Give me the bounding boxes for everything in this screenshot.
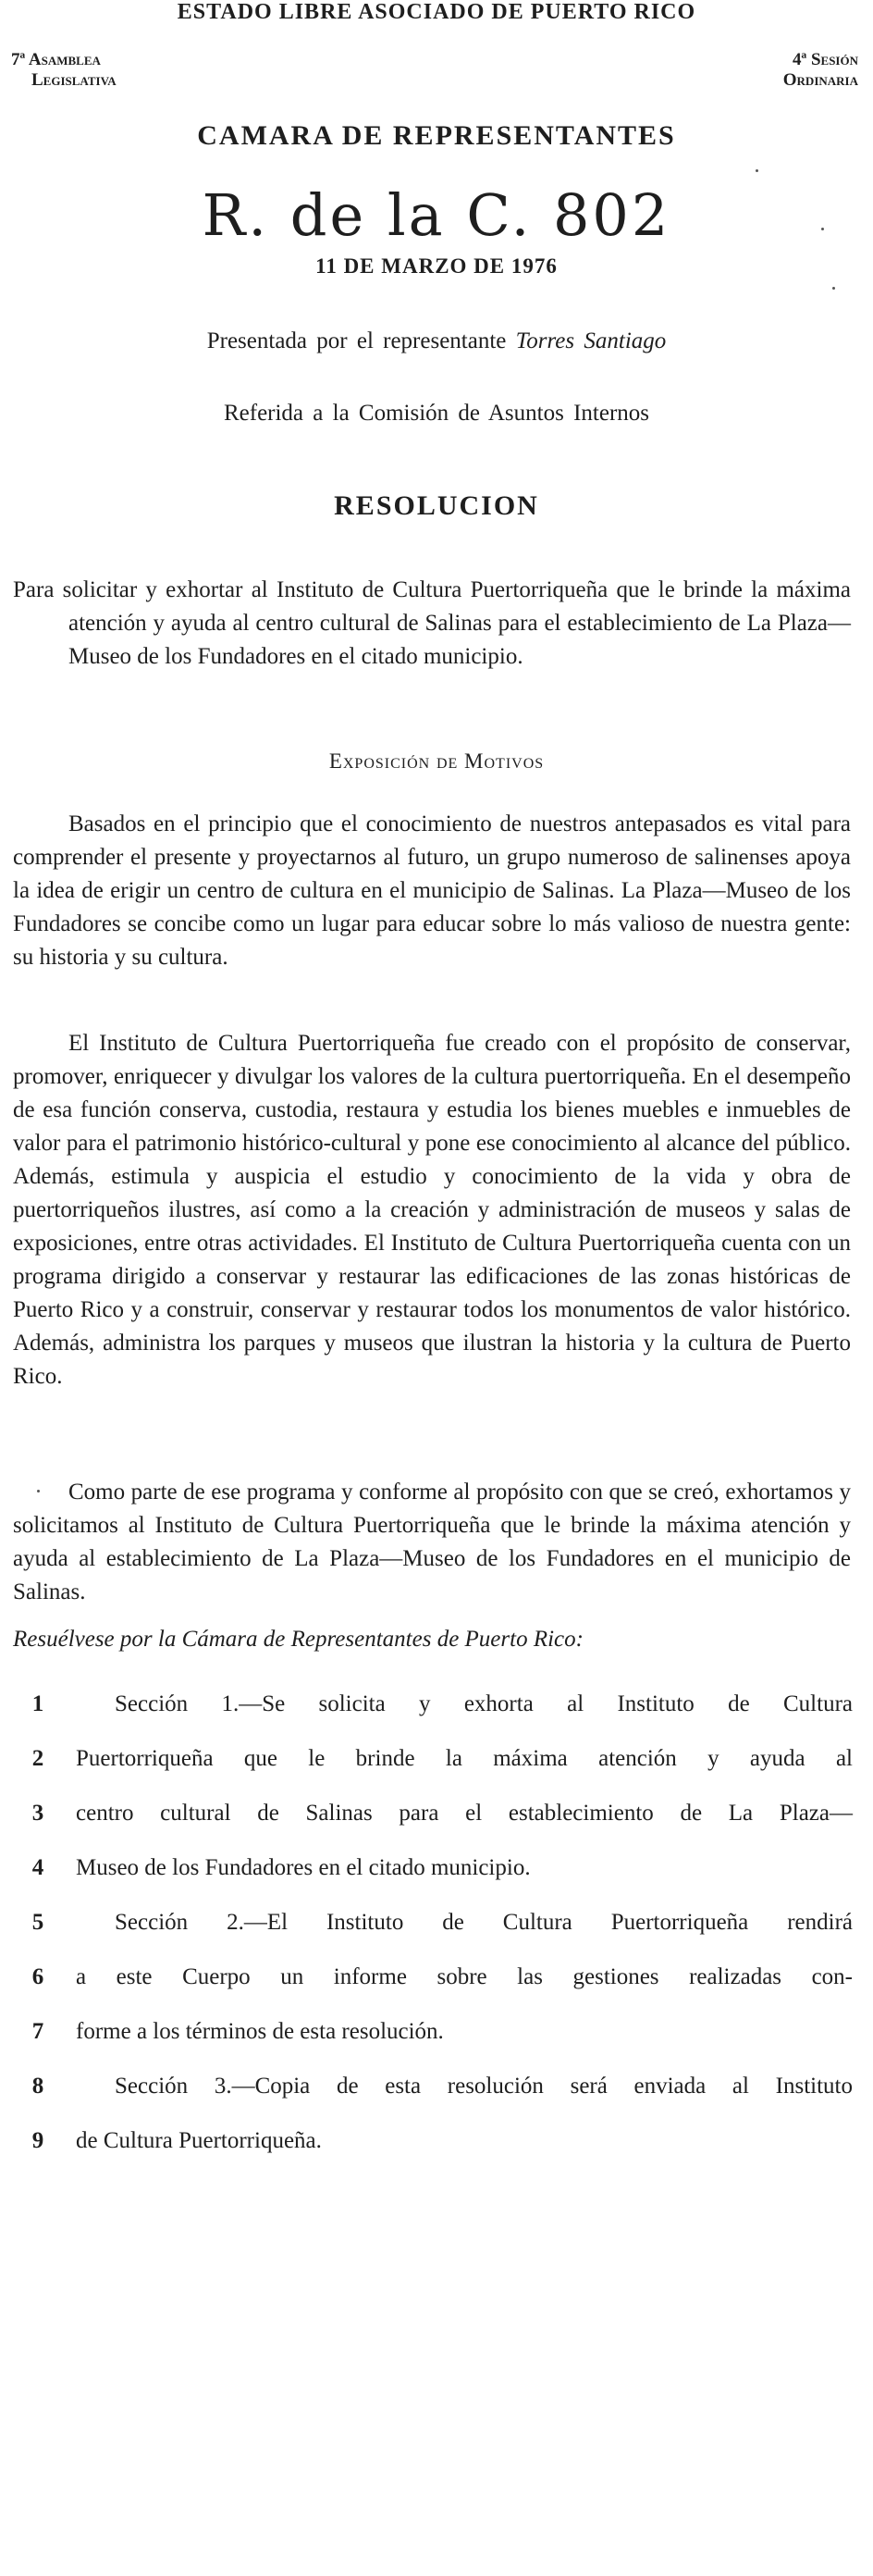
line-text: centro cultural de Salinas para el establecimiento de La Plaza— bbox=[76, 1801, 853, 1826]
motives-heading: Exposición de Motivos bbox=[328, 749, 545, 773]
line-text: forme a los términos de esta resolución. bbox=[76, 2019, 444, 2044]
motives-paragraph-2: El Instituto de Cultura Puertorriqueña fue creado con el propósito de conservar, promover, enriquecer y divulgar los valores de la cultura puertorriqueña. En el desempeño de esa función conserva, custodia, restaura y estudia los bienes muebles e inmuebles de valor para el patrimonio histórico-cultural y pone ese conocimiento al alcance del público. Además, estimula y auspicia el estudio y conocimiento de la vida y obra de puertorriqueños ilustres, así como a la creación y administración de museos y salas de exposiciones, entre otras actividades. El Instituto de Cultura Puertorriqueña cuenta con un programa dirigido a conservar y restaurar las edificaciones de las zonas históricas de Puerto Rico y a construir, conservar y restaurar todos los monumentos de valor histórico. Además, administra los parques y museos que ilustran la historia y la cultura de Puerto Rico. bbox=[13, 1031, 851, 1389]
line-number: 9 bbox=[31, 2128, 44, 2153]
line-text: Museo de los Fundadores en el citado municipio. bbox=[76, 1855, 531, 1880]
line-number: 5 bbox=[31, 1910, 44, 1935]
purpose-block bbox=[13, 574, 851, 674]
presented-prefix: Presentada por el representante bbox=[206, 328, 507, 353]
line-number: 8 bbox=[31, 2074, 44, 2099]
line-text: a este Cuerpo un informe sobre las gestiones realizadas con- bbox=[76, 1964, 853, 1989]
line-number: 2 bbox=[31, 1746, 44, 1771]
line-text: Sección 3.—Copia de esta resolución será enviada al Instituto bbox=[115, 2074, 853, 2099]
assembly-label bbox=[11, 50, 117, 91]
numbered-line bbox=[0, 2019, 873, 2063]
line-number: 7 bbox=[31, 2019, 44, 2044]
referred-to: Referida a la Comisión de Asuntos Internos bbox=[223, 401, 650, 426]
representative-name: Torres Santiago bbox=[515, 328, 667, 353]
line-number: 1 bbox=[31, 1691, 44, 1716]
line-number: 4 bbox=[31, 1855, 44, 1880]
numbered-line bbox=[0, 1964, 873, 2009]
resolve-clause: Resuélvese por la Cámara de Representantes de Puerto Rico: bbox=[13, 1627, 584, 1652]
numbered-line bbox=[0, 1910, 873, 1954]
numbered-line bbox=[0, 2128, 873, 2173]
resolution-number: R. de la C. 802 bbox=[202, 181, 671, 249]
scan-speck bbox=[756, 169, 758, 172]
chamber-title: CAMARA DE REPRESENTANTES bbox=[197, 120, 676, 151]
presented-by bbox=[0, 328, 873, 354]
motives-paragraph-3: Como parte de ese programa y conforme al propósito con que se creó, exhortamos y solicitamos al Instituto de Cultura Puertorriqueña que le brinde la máxima atención y ayuda al establecimiento de La Plaza—Museo de los Fundadores en el municipio de Salinas. bbox=[13, 1480, 851, 1604]
session-line-1: 4ª Sesión bbox=[793, 50, 858, 69]
session-line-2: Ordinaria bbox=[782, 70, 858, 90]
line-text: de Cultura Puertorriqueña. bbox=[76, 2128, 322, 2153]
line-number: 6 bbox=[31, 1964, 44, 1989]
numbered-line bbox=[0, 1746, 873, 1790]
numbered-line bbox=[0, 1855, 873, 1900]
line-number: 3 bbox=[31, 1801, 44, 1826]
scan-speck bbox=[821, 228, 824, 230]
line-text: Puertorriqueña que le brinde la máxima atención y ayuda al bbox=[76, 1746, 853, 1771]
numbered-line bbox=[0, 1801, 873, 1845]
purpose-text: Para solicitar y exhortar al Instituto de Cultura Puertorriqueña que le brinde la máxima atención y ayuda al centro cultural de Salinas para el establecimiento de La Plaza—Museo de los Fundadores en el citado municipio. bbox=[13, 577, 851, 669]
scan-speck bbox=[37, 1490, 40, 1492]
state-heading: ESTADO LIBRE ASOCIADO DE PUERTO RICO bbox=[177, 0, 696, 24]
resolution-date: 11 DE MARZO DE 1976 bbox=[315, 254, 558, 278]
numbered-line bbox=[0, 1691, 873, 1736]
motives-paragraph-1: Basados en el principio que el conocimiento de nuestros antepasados es vital para comprender el presente y proyectarnos al futuro, un grupo numeroso de salinenses apoya la idea de erigir un centro de cultura en el municipio de Salinas. La Plaza—Museo de los Fundadores se concibe como un lugar para educar sobre lo más valioso de nuestra gente: su historia y su cultura. bbox=[13, 811, 851, 970]
session-label bbox=[783, 50, 858, 91]
assembly-line-2: Legislativa bbox=[31, 70, 117, 90]
document-type: RESOLUCION bbox=[334, 490, 539, 521]
numbered-line bbox=[0, 2074, 873, 2118]
line-text: Sección 1.—Se solicita y exhorta al Instituto de Cultura bbox=[115, 1691, 853, 1716]
line-text: Sección 2.—El Instituto de Cultura Puertorriqueña rendirá bbox=[115, 1910, 853, 1935]
assembly-line-1: 7ª Asamblea bbox=[11, 50, 101, 69]
scan-speck bbox=[832, 287, 835, 290]
